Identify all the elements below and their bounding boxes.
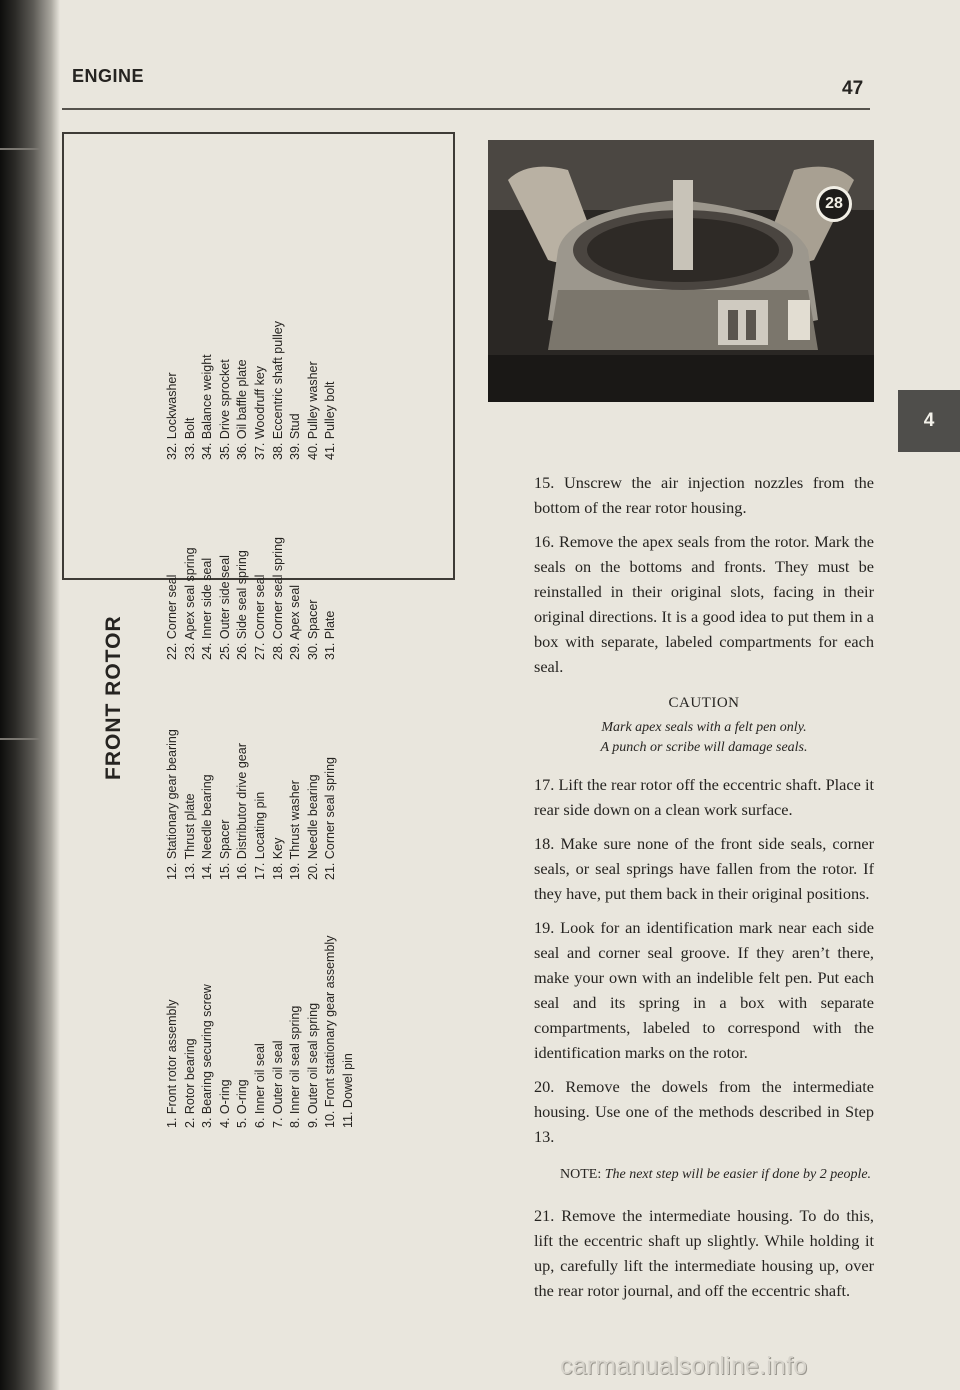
legend-item: 21. Corner seal spring [323,757,338,880]
legend-item: 39. Stud [288,413,303,460]
caution-block [534,691,874,758]
legend-item: 20. Needle bearing [305,774,320,880]
instructions-column [534,470,874,1312]
legend-item: 35. Drive sprocket [217,359,232,460]
binding-line [0,738,40,740]
legend-item: 38. Eccentric shaft pulley [270,321,285,460]
step-20: 20. Remove the dowels from the intermediate housing. Use one of the methods described in Step 13. [534,1077,874,1146]
legend-item: 4. O-ring [217,1079,232,1128]
note [560,1165,874,1185]
step-19: 19. Look for an identification mark near each side seal and corner seal groove. If they aren’t there, make your own with an indelible felt pen. Put each seal and its spring in a box with separate compartments, labeled to correspond with the identification marks on the rotor. [534,918,874,1062]
legend-item: 8. Inner oil seal spring [288,1005,303,1128]
legend-item: 11. Dowel pin [340,1053,355,1128]
legend-item: 32. Lockwasher [165,372,179,460]
watermark: carmanualsonline.info [560,1352,808,1380]
step-21: 21. Remove the intermediate housing. To do this, lift the eccentric shaft up slightly. While holding it up, carefully lift the intermediate housing up, over the rear rotor journal, and off the eccentric shaft. [534,1206,874,1300]
caution-heading: CAUTION [668,695,740,711]
legend-item: 19. Thrust washer [288,780,303,880]
legend-item: 18. Key [270,837,285,880]
step-18: 18. Make sure none of the front side seals, corner seals, or seal springs have fallen from the rotor. If they have, put them back in their original positions. [534,834,874,903]
legend-column-4 [164,321,340,460]
step-16: 16. Remove the apex seals from the rotor. Mark the seals on the bottoms and fronts. They must be reinstalled in their original slots, facing in their original directions. It is a good idea to put them in a box with separate, labeled compartments for each seal. [534,532,874,676]
legend-item: 23. Apex seal spring [182,547,197,660]
legend-item: 24. Inner side seal [200,557,215,660]
step-15: 15. Unscrew the air injection nozzles from the bottom of the rear rotor housing. [534,473,874,517]
legend-item: 26. Side seal spring [235,550,250,660]
engine-photo-illustration [488,140,874,402]
legend-item: 10. Front stationary gear assembly [323,935,338,1128]
legend-item: 33. Bolt [182,417,197,460]
step-17: 17. Lift the rear rotor off the eccentric shaft. Place it rear side down on a clean work surface. [534,775,874,819]
page-number: 47 [842,78,864,99]
legend-item: 28. Corner seal spring [270,537,285,660]
legend-item: 1. Front rotor assembly [165,999,179,1128]
legend-item: 30. Spacer [305,599,320,660]
engine-housing-photo [488,140,874,402]
front-rotor-legend [102,270,402,1180]
legend-item: 25. Outer side seal [217,555,232,660]
note-text: The next step will be easier if done by 2 people. [604,1167,872,1182]
legend-item: 17. Locating pin [252,791,267,880]
figure-number-badge: 28 [816,186,852,222]
legend-item: 5. O-ring [235,1079,250,1128]
binding-line [0,148,40,150]
legend-item: 2. Rotor bearing [182,1038,197,1128]
legend-item: 31. Plate [323,610,338,660]
legend-item: 12. Stationary gear bearing [165,729,179,880]
legend-item: 29. Apex seal [288,584,303,660]
legend-item: 41. Pulley bolt [323,381,338,460]
legend-item: 36. Oil baffle plate [235,359,250,460]
caution-text: A punch or scribe will damage seals. [600,740,808,755]
binding-shadow [0,0,60,1390]
legend-item: 9. Outer oil seal spring [305,1002,320,1128]
legend-item: 14. Needle bearing [200,774,215,880]
section-title: ENGINE [72,66,145,86]
chapter-tab: 4 [898,390,960,452]
legend-item: 15. Spacer [217,819,232,880]
legend-item: 7. Outer oil seal [270,1040,285,1128]
legend-column-3 [164,537,340,660]
legend-item: 13. Thrust plate [182,793,197,880]
legend-item: 6. Inner oil seal [252,1043,267,1128]
legend-item: 22. Corner seal [165,574,179,660]
legend-item: 3. Bearing securing screw [200,984,215,1128]
legend-column-2 [164,729,340,880]
legend-title: FRONT ROTOR [102,615,125,780]
legend-column-1 [164,936,358,1128]
legend-item: 27. Corner seal [252,574,267,660]
header-rule [62,108,870,110]
caution-text: Mark apex seals with a felt pen only. [601,720,807,735]
legend-item: 37. Woodruff key [252,365,267,460]
legend-item: 40. Pulley washer [305,361,320,460]
note-label: NOTE: [560,1167,602,1182]
legend-item: 34. Balance weight [200,354,215,460]
legend-item: 16. Distributor drive gear [235,743,250,880]
